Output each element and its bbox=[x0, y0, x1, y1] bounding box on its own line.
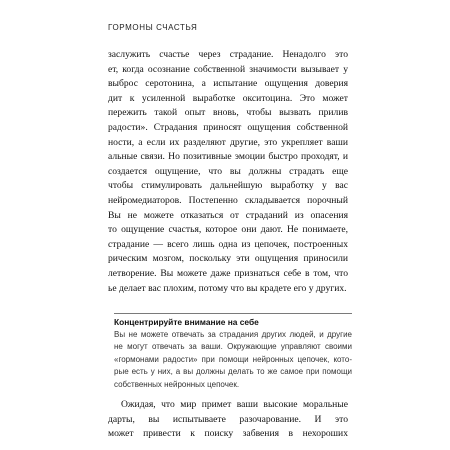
running-head: ГОРМОНЫ СЧАСТЬЯ bbox=[108, 23, 198, 32]
text-line: заслужить счастье через страдание. Ненадолго это bbox=[108, 49, 348, 60]
text-line: чтобы стимулировать дальнейшую выработку у вас bbox=[108, 180, 348, 192]
text-line: создается ощущение, что вы должны страдать еще bbox=[108, 165, 348, 177]
tip-title: Концентрируйте внимание на себе bbox=[114, 317, 259, 327]
text-line: альные связи. Но позитивные эмоции быстро проходят, и bbox=[108, 151, 348, 163]
tip-line: рые есть у них, а вы должны делать то же самое при помощи bbox=[114, 367, 352, 377]
tip-line: не могут отвечать за ваши. Окружающие управляют своими bbox=[114, 342, 352, 352]
text-line: дит к усиленной выработке окситоцина. Это может bbox=[108, 92, 348, 104]
text-line: нейромедиаторов. Постепенно складывается порочный bbox=[108, 194, 348, 206]
closing-paragraph bbox=[108, 398, 348, 442]
tip-line: собственных нейронных цепочек. bbox=[114, 379, 240, 389]
text-line: страдание — всего лишь одна из цепочек, построенных bbox=[108, 238, 348, 250]
main-paragraph bbox=[108, 48, 348, 296]
text-line: дарты, вы испытываете разочарование. И это bbox=[108, 413, 348, 425]
text-line: ье делает вас плохим, потому что вы крадете его у других. bbox=[108, 282, 347, 294]
text-line: Вы не можете отказаться от страданий из опасения bbox=[108, 209, 348, 221]
text-line: пережить такой опыт вновь, чтобы вызвать прилив bbox=[108, 107, 348, 119]
text-line: то ощущение счастья, которое они дают. Не понимаете, bbox=[108, 224, 348, 236]
text-line: летворение. Вы можете даже признаться себе в том, что bbox=[108, 267, 348, 279]
tip-box bbox=[114, 313, 352, 391]
tip-line: «гормонами радости» при помощи нейронных цепочек, кото- bbox=[114, 354, 352, 364]
tip-line: Вы не можете отвечать за страдания других людей, и другие bbox=[114, 329, 352, 339]
text-line: Ожидая, что мир примет ваши высокие моральные bbox=[121, 399, 348, 410]
text-line: может привести к поиску забвения в нехороших bbox=[108, 428, 348, 440]
text-line: ет, когда осознание собственной значимости вызывает у bbox=[108, 63, 348, 75]
text-line: радости». Страдания приносят ощущения собственной bbox=[108, 121, 348, 133]
text-line: выброс серотонина, а испытание ощущения доверия bbox=[108, 78, 348, 90]
text-line: ности, а если их разделяют другие, это укрепляет ваши bbox=[108, 136, 348, 148]
text-line: рическим мозгом, поскольку эти ощущения приносили bbox=[108, 253, 348, 265]
